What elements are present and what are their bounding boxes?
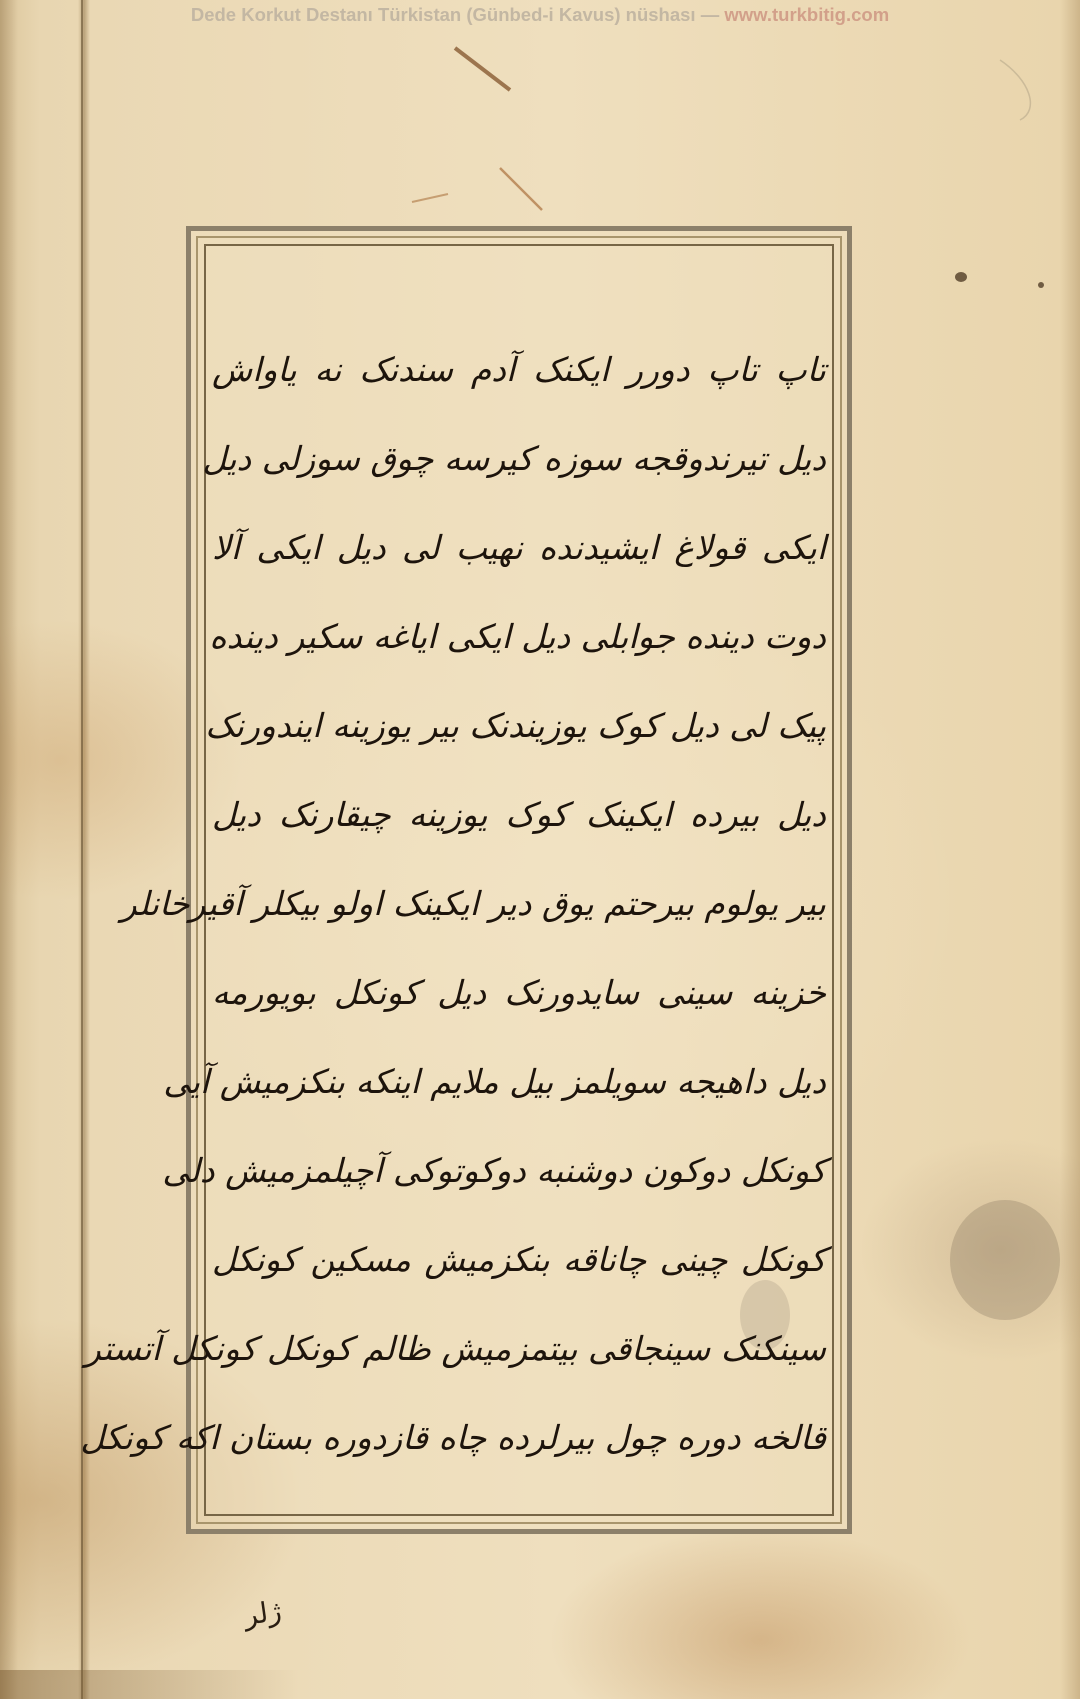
paper-fiber-mark	[455, 48, 510, 90]
text-line-1: تاپ تاپ دورر ایکنک آدم سندنک نه یاواش	[212, 350, 826, 389]
paper-fiber-mark	[500, 168, 542, 210]
caption-site: www.turkbitig.com	[724, 4, 890, 25]
paper-fiber-mark	[412, 194, 448, 202]
edge-discoloration	[0, 1670, 300, 1699]
text-line-6: دیل بیرده ایکینک کوک یوزینه چیقارنک دیل	[212, 795, 826, 834]
folio-note: ژلر	[241, 1594, 284, 1632]
text-line-5: پیک لی دیل کوک یوزیندنک بیر یوزینه ایندورنک	[205, 706, 826, 745]
text-line-4: دوت دینده جوابلی دیل ایکی ایاغه سکیر دینده	[209, 617, 826, 656]
text-line-2: دیل تیرندوقجه سوزه کیرسه چوق سوزلی دیل	[202, 439, 826, 478]
text-line-3: ایکی قولاغ ایشیدنده نهیب لی دیل ایکی آلا	[212, 528, 826, 567]
text-line-8: خزینه سینی سایدورنک دیل کونکل بویورمه	[212, 973, 826, 1012]
text-line-12: سینکنک سینجاقی بیتمزمیش ظالم کونکل کونکل آتستر	[84, 1329, 826, 1368]
caption-text: Dede Korkut Destanı Türkistan (Günbed-i Kavus) nüshası —	[190, 4, 720, 25]
watermark-caption	[0, 4, 1080, 26]
manuscript-text-block	[80, 340, 826, 1505]
text-line-13: قالخه دوره چول بیرلرده چاه قازدوره بستان اکه کونکل	[80, 1418, 826, 1457]
text-line-10: کونکل دوکون دوشنبه دوکوتوکی آچیلمزمیش دلی	[162, 1151, 826, 1190]
paper-fiber-mark	[1000, 60, 1030, 120]
text-line-7: بیر یولوم بیرحتم یوق دیر ایکینک اولو بیکلر آقیرخانلر	[120, 884, 826, 923]
text-line-11: کونکل چینی چاناقه بنکزمیش مسکین کونکل	[212, 1240, 826, 1279]
text-line-9: دیل داهیجه سویلمز بیل ملایم اینکه بنکزمیش آیی	[163, 1062, 826, 1101]
